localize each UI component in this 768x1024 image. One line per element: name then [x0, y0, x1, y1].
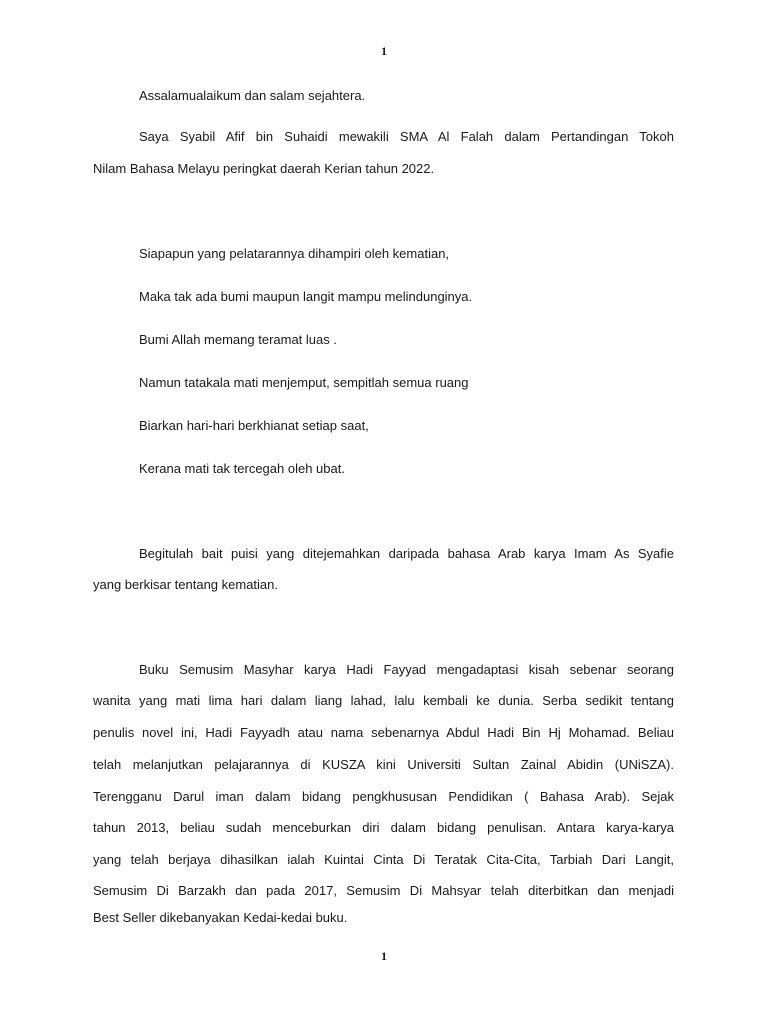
poem-line-2: Maka tak ada bumi maupun langit mampu melindunginya. — [139, 289, 473, 304]
intro-line-2: Nilam Bahasa Melayu peringkat daerah Kerian tahun 2022. — [93, 161, 435, 176]
poem-note-line-1: Begitulah bait puisi yang ditejemahkan daripada bahasa Arab karya Imam As Syafie — [139, 546, 674, 561]
book-paragraph-line-6: tahun 2013, beliau sudah menceburkan diri dalam bidang penulisan. Antara karya-karya — [93, 820, 674, 835]
poem-line-5: Biarkan hari-hari berkhianat setiap saat, — [139, 418, 369, 433]
poem-line-3: Bumi Allah memang teramat luas . — [139, 332, 337, 347]
poem-note-line-2: yang berkisar tentang kematian. — [93, 577, 278, 592]
greeting-line: Assalamualaikum dan salam sejahtera. — [139, 88, 366, 103]
book-paragraph-line-3: penulis novel ini, Hadi Fayyadh atau nama sebenarnya Abdul Hadi Bin Hj Mohamad. Beliau — [93, 725, 674, 740]
book-paragraph-line-4: telah melanjutkan pelajarannya di KUSZA kini Universiti Sultan Zainal Abidin (UNiSZA). — [93, 757, 674, 772]
page-number-top: 1 — [381, 44, 387, 58]
book-paragraph-line-2: wanita yang mati lima hari dalam liang lahad, lalu kembali ke dunia. Serba sedikit tentang — [93, 693, 674, 708]
page-number-bottom: 1 — [381, 949, 387, 963]
book-paragraph-line-9: Best Seller dikebanyakan Kedai-kedai buku. — [93, 910, 348, 925]
book-paragraph-line-5: Terengganu Darul iman dalam bidang pengkhususan Pendidikan ( Bahasa Arab). Sejak — [93, 789, 674, 804]
poem-line-6: Kerana mati tak tercegah oleh ubat. — [139, 461, 345, 476]
book-paragraph-line-1: Buku Semusim Masyhar karya Hadi Fayyad mengadaptasi kisah sebenar seorang — [139, 662, 674, 677]
poem-line-4: Namun tatakala mati menjemput, sempitlah semua ruang — [139, 375, 469, 390]
intro-line-1: Saya Syabil Afif bin Suhaidi mewakili SMA Al Falah dalam Pertandingan Tokoh — [139, 129, 674, 144]
poem-line-1: Siapapun yang pelatarannya dihampiri oleh kematian, — [139, 246, 450, 261]
book-paragraph-line-8: Semusim Di Barzakh dan pada 2017, Semusim Di Mahsyar telah diterbitkan dan menjadi — [93, 883, 674, 898]
book-paragraph-line-7: yang telah berjaya dihasilkan ialah Kuintai Cinta Di Teratak Cita-Cita, Tarbiah Dari Langit, — [93, 852, 674, 867]
